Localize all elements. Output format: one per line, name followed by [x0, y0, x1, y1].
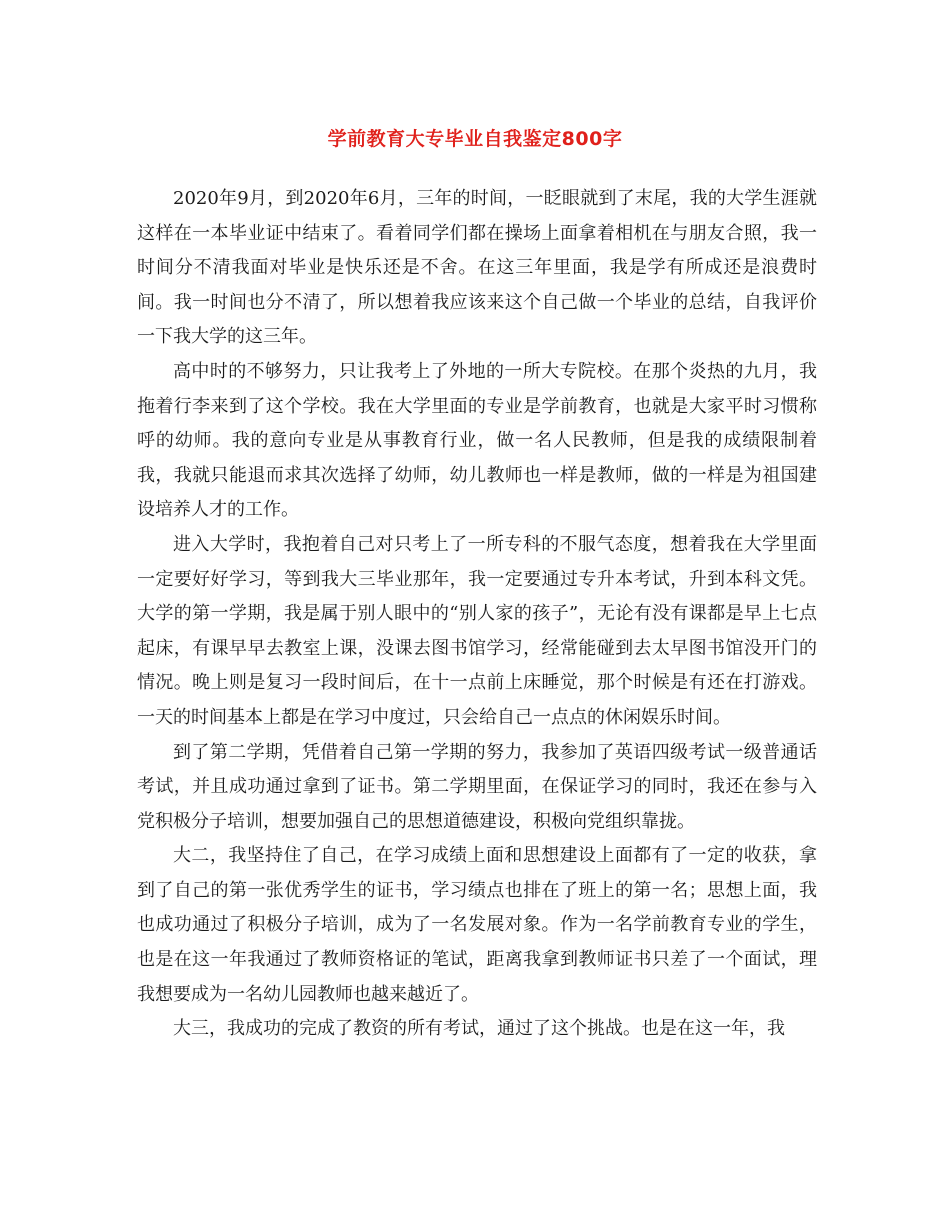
paragraph-6: 大三，我成功的完成了教资的所有考试，通过了这个挑战。也是在这一年，我: [173, 1018, 785, 1040]
document-body: [137, 182, 817, 1047]
document-title: 学前教育大专毕业自我鉴定800字: [327, 128, 623, 150]
paragraph-1: 2020年9月，到2020年6月，三年的时间，一眨眼就到了末尾，我的大学生涯就这样在一本毕业证中结束了。看着同学们都在操场上面拿着相机在与朋友合照，我一时间分不清我面对毕业是快乐还是不舍。在这三年里面，我是学有所成还是浪费时间。我一时间也分不清了，所以想着我应该来这个自己做一个毕业的总结，自我评价一下我大学的这三年。: [137, 188, 817, 348]
paragraph-4: 到了第二学期，凭借着自己第一学期的努力，我参加了英语四级考试一级普通话考试，并且成功通过拿到了证书。第二学期里面，在保证学习的同时，我还在参与入党积极分子培训，想要加强自己的思想道德建设，积极向党组织靠拢。: [137, 741, 817, 832]
paragraph-2: 高中时的不够努力，只让我考上了外地的一所大专院校。在那个炎热的九月，我拖着行李来到了这个学校。我在大学里面的专业是学前教育，也就是大家平时习惯称呼的幼师。我的意向专业是从事教育行业，做一名人民教师，但是我的成绩限制着我，我就只能退而求其次选择了幼师，幼儿教师也一样是教师，做的一样是为祖国建设培养人才的工作。: [137, 360, 817, 521]
paragraph-5: 大二，我坚持住了自己，在学习成绩上面和思想建设上面都有了一定的收获，拿到了自己的第一张优秀学生的证书，学习绩点也排在了班上的第一名；思想上面，我也成功通过了积极分子培训，成为了一名发展对象。作为一名学前教育专业的学生，也是在这一年我通过了教师资格证的笔试，距离我拿到教师证书只差了一个面试，理我想要成为一名幼儿园教师也越来越近了。: [137, 845, 817, 1005]
paragraph-3: 进入大学时，我抱着自己对只考上了一所专科的不服气态度，想着我在大学里面一定要好好学习，等到我大三毕业那年，我一定要通过专升本考试，升到本科文凭。大学的第一学期，我是属于别人眼中的“别人家的孩子”，无论有没有课都是早上七点起床，有课早早去教室上课，没课去图书馆学习，经常能碰到去太早图书馆没开门的情况。晚上则是复习一段时间后，在十一点前上床睡觉，那个时候是有还在打游戏。一天的时间基本上都是在学习中度过，只会给自己一点点的休闲娱乐时间。: [137, 533, 817, 728]
